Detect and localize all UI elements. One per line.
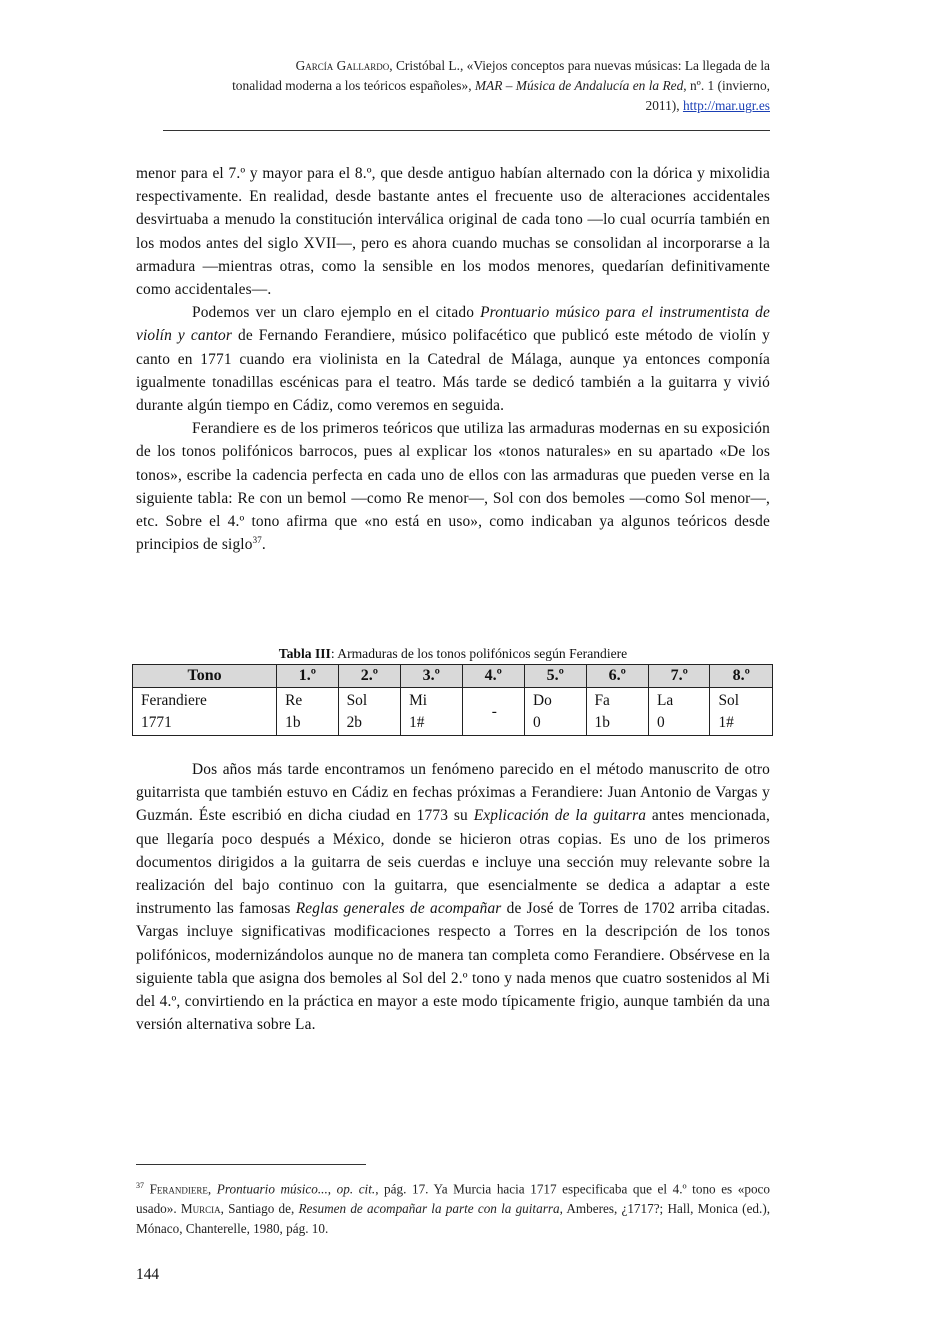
cell-note: Re	[285, 692, 303, 709]
table-cell	[648, 688, 709, 736]
footnote-title: Resumen de acompañar la parte con la guitarra	[298, 1201, 560, 1217]
paragraph	[136, 301, 770, 417]
footnote-number: 37	[136, 1181, 144, 1190]
table-header-cell: 2.º	[338, 665, 400, 688]
table-cell	[710, 688, 773, 736]
header-line3: 2011),	[645, 98, 683, 113]
paragraph-text: Dos años más tarde encontramos un fenómeno parecido en el método manuscrito de otro guitarrista que también estuvo en Cádiz en fechas próximas a Ferandiere: Juan Antonio de Vargas y Guzmán. Éste escribió en dicha ciudad en 1773 su	[136, 761, 770, 825]
table-row	[133, 688, 773, 736]
tonos-table	[132, 664, 773, 736]
paragraph-text: Podemos ver un claro ejemplo en el citado	[192, 304, 481, 322]
footnote-text: , Amberes, ¿1717?; Hall, Monica (ed.), Mónaco, Chanterelle, 1980, pág. 10.	[136, 1201, 771, 1237]
paragraph-text: de Fernando Ferandiere, músico polifacético que publicó este método de violín y canto en 1771 cuando era violinista en la Catedral de Málaga, aunque ya entonces componía igualmente tonadillas escénicas para el teatro. Más tarde se dedicó también a la guitarra y vivió durante algún tiempo en Cádiz, como veremos en seguida.	[136, 327, 770, 415]
cell-note: Fa	[594, 692, 610, 709]
header-line2-b: , nº. 1 (invierno,	[683, 78, 770, 93]
cell-signature: 0	[656, 714, 665, 731]
paragraph	[136, 162, 770, 301]
footnote-marker[interactable]: 37	[252, 535, 262, 546]
footnote-author: Ferandiere	[149, 1181, 208, 1197]
cell-note: -	[491, 703, 497, 720]
table-cell	[338, 688, 400, 736]
journal-link[interactable]: http://mar.ugr.es	[682, 98, 770, 113]
header-author: García Gallardo	[295, 58, 390, 73]
cell-signature: 1#	[718, 714, 734, 731]
table-header-cell: 3.º	[401, 665, 462, 688]
footnote-text: ,	[327, 1181, 337, 1197]
paragraph-text: de José de Torres de 1702 arriba citadas. Vargas incluye significativas modificaciones respecto a Torres en la descripción de los tonos polifónicos, modernizándolos aunque no de manera tan completa como Ferandiere. Obsérvese en la siguiente tabla que asigna dos bemoles al Sol del 2.º tono y nada menos que cuatro sostenidos al Mi del 4.º, convirtiendo en la práctica en mayor a este modo típicamente frigio, aunque también da una versión alternativa sobre La.	[136, 900, 770, 1034]
paragraph	[136, 417, 770, 556]
table-cell	[277, 688, 338, 736]
work-title: Reglas generales de acompañar	[295, 900, 502, 918]
row-label-line: 1771	[141, 714, 172, 731]
header-divider	[163, 130, 770, 131]
table-label: Tabla III	[278, 646, 331, 661]
header-journal: MAR – Música de Andalucía en la Red	[474, 78, 684, 93]
table-header-cell: Tono	[133, 665, 277, 688]
table-header-cell: 7.º	[648, 665, 709, 688]
footnote-divider	[136, 1164, 366, 1165]
footnote-opcit: op. cit.	[336, 1181, 376, 1197]
work-title: Explicación de la guitarra	[473, 807, 647, 825]
paragraph-text: antes mencionada, que llegaría poco después a México, donde se hicieron otras copias. Es uno de los primeros documentos dirigidos a la guitarra de seis cuerdas e incluye una sección muy relevante sobre la realización del bajo continuo con la guitarra, que esencialmente se dedica a adaptar a este instrumento las famosas	[136, 807, 770, 918]
table-caption-text: : Armaduras de los tonos polifónicos según Ferandiere	[330, 646, 628, 661]
body-text-bottom	[136, 758, 770, 1036]
cell-note: Mi	[409, 692, 428, 709]
header-line1: , Cristóbal L., «Viejos conceptos para nuevas músicas: La llegada de la	[389, 58, 770, 73]
cell-signature: 1b	[285, 714, 301, 731]
cell-note: La	[656, 692, 674, 709]
table-cell	[525, 688, 586, 736]
cell-note: Sol	[718, 692, 739, 709]
table-header-cell: 6.º	[586, 665, 648, 688]
cell-signature: 1#	[409, 714, 425, 731]
cell-signature: 2b	[346, 714, 362, 731]
footnote-text: ,	[207, 1181, 217, 1197]
footnote-author: Murcia	[180, 1201, 221, 1217]
paragraph-text: Ferandiere es de los primeros teóricos que utiliza las armaduras modernas en su exposición de los tonos polifónicos barrocos, pues al explicar los «tonos naturales» en su apartado «De los tonos», escribe la cadencia perfecta en cada uno de ellos con las armaduras que pueden verse en la siguiente tabla: Re con un bemol —como Re menor—, Sol con dos bemoles —como Sol menor—, etc. Sobre el 4.º tono afirma que «no está en uso», como indicaban ya algunos teóricos desde principios de siglo	[136, 420, 770, 554]
table-row-label	[133, 688, 277, 736]
header-line2-a: tonalidad moderna a los teóricos españoles»,	[232, 78, 475, 93]
body-text-top	[136, 162, 770, 556]
paragraph	[136, 758, 770, 1036]
table-header-cell: 8.º	[710, 665, 773, 688]
table-header-cell: 1.º	[277, 665, 338, 688]
footnote-text: , pág. 17. Ya Murcia hacia 1717 especificaba que el 4.º tono es «poco usado».	[136, 1181, 770, 1217]
row-label-line: Ferandiere	[141, 692, 207, 709]
footnote	[136, 1176, 770, 1239]
table-header-row	[133, 665, 773, 688]
paragraph-text: .	[261, 536, 266, 554]
page-number: 144	[136, 1266, 160, 1283]
cell-signature: 1b	[594, 714, 610, 731]
table-header-cell: 5.º	[525, 665, 586, 688]
table-header-cell: 4.º	[462, 665, 524, 688]
cell-note: Do	[533, 692, 552, 709]
cell-signature: 0	[533, 714, 541, 731]
footnote-text: , Santiago de,	[220, 1201, 299, 1217]
table-cell	[462, 688, 524, 736]
table-cell	[586, 688, 648, 736]
table-caption	[136, 645, 770, 663]
paragraph-text: menor para el 7.º y mayor para el 8.º, que desde antiguo habían alternado con la dórica y mixolidia respectivamente. En realidad, desde bastante antes el frecuente uso de alteraciones accidentales desvirtuaba a menudo la constitución interválica original de cada tono —lo cual ocurría también en los modos antes del siglo XVII—, pero es ahora cuando muchas se consolidan al incorporarse a la armadura —mientras otras, como la sensible en los modos menores, quedarían definitivamente como accidentales—.	[136, 165, 770, 299]
running-header	[150, 56, 770, 116]
table-cell	[401, 688, 462, 736]
footnote-title: Prontuario músico...	[216, 1181, 328, 1197]
cell-note: Sol	[346, 692, 368, 709]
work-title: Prontuario músico para el instrumentista de violín y cantor	[136, 304, 770, 345]
